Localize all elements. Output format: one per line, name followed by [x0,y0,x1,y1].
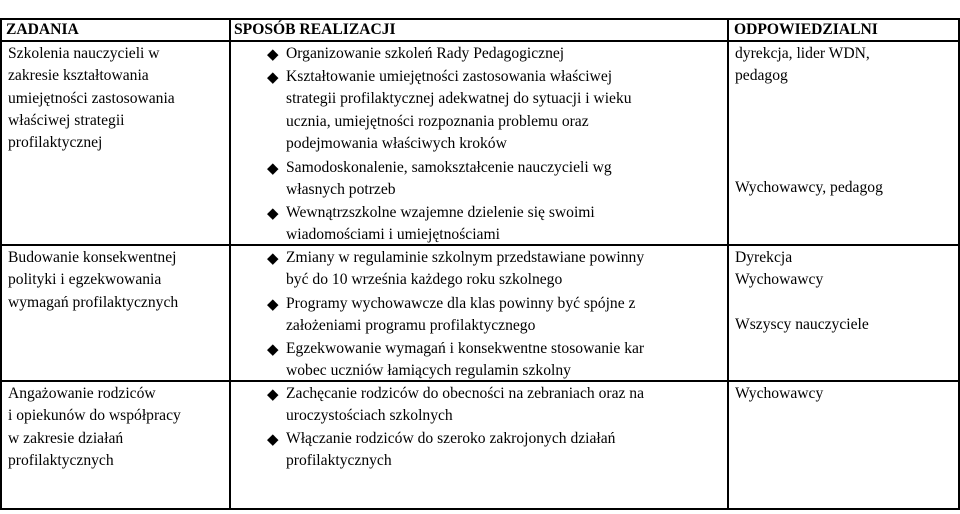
list-item-text: Wewnątrzszkolne wzajemne dzielenie się swoimi [286,204,595,221]
header-tasks: ZADANIA [6,21,79,38]
bullet-icon: ◆ [267,432,279,448]
task-cell [8,383,230,472]
task-line: wymagań profilaktycznych [8,293,179,311]
responsible-cell [735,247,955,292]
task-line: w zakresie działań [8,429,124,447]
list-item-text: wobec uczniów łamiących regulamin szkolny [286,362,571,380]
responsible-line: dyrekcja, lider WDN, [735,45,870,62]
responsible-line: Wychowawcy [735,385,824,402]
task-line: umiejętności zastosowania [8,89,175,107]
list-item-text: Włączanie rodziców do szeroko zakrojonych działań [286,430,616,447]
list-item [267,383,732,428]
list-item [267,293,732,338]
list-item-text: ucznia, umiejętności rozpoznania problemu oraz [286,112,589,130]
bullet-icon: ◆ [267,47,279,63]
list-item [267,428,732,473]
task-line: polityki i egzekwowania [8,271,162,289]
list-item [267,247,732,292]
list-item [267,338,732,383]
task-cell [8,247,230,314]
list-item [267,202,732,247]
list-item [267,66,732,155]
header-responsible: ODPOWIEDZIALNI [734,21,878,38]
bullet-icon: ◆ [267,206,279,222]
responsible-cell [735,383,955,405]
table-border-right [958,18,960,509]
task-line: właściwej strategii [8,111,125,129]
list-item-text: Kształtowanie umiejętności zastosowania właściwej [286,68,613,85]
list-item-text: Egzekwowanie wymagań i konsekwentne stosowanie kar [286,340,645,357]
task-line: zakresie kształtowania [8,67,149,85]
list-item-text: Organizowanie szkoleń Rady Pedagogicznej [286,45,565,62]
responsible-line: Wszyscy nauczyciele [735,316,869,333]
list-item-text: strategii profilaktycznej adekwatnej do sytuacji i wieku [286,90,632,108]
list-item-text: Zachęcanie rodziców do obecności na zebraniach oraz na [286,385,645,402]
bullet-icon: ◆ [267,161,279,177]
responsible-cell [735,177,955,199]
bullet-icon: ◆ [267,70,279,86]
list-item [267,157,732,202]
list-item-text: założeniami programu profilaktycznego [286,317,536,335]
bullet-icon: ◆ [267,342,279,358]
list-item-text: Samodoskonalenie, samokształcenie nauczycieli wg [286,159,612,176]
bullet-icon: ◆ [267,251,279,267]
header-method: SPOSÓB REALIZACJI [234,21,396,38]
list-item-text: Programy wychowawcze dla klas powinny być spójne z [286,295,636,312]
table-border-left [0,18,2,509]
bullet-icon: ◆ [267,387,279,403]
task-line: Angażowanie rodziców [8,385,156,402]
responsible-line: Dyrekcja [735,249,793,266]
list-item-text: podejmowania właściwych kroków [286,134,507,152]
list-item-text: własnych potrzeb [286,181,396,199]
list-item-text: uroczystościach szkolnych [286,407,453,425]
task-line: i opiekunów do współpracy [8,407,181,425]
list-item [267,43,732,65]
responsible-line: pedagog [735,67,788,85]
list-item-text: Zmiany w regulaminie szkolnym przedstawiane powinny [286,249,645,266]
table-border-bottom [0,508,960,510]
bullet-icon: ◆ [267,297,279,313]
responsible-cell [735,314,955,336]
task-cell [8,43,230,154]
header-divider [0,40,960,42]
list-item-text: wiadomościami i umiejętnościami [286,226,500,244]
task-line: profilaktycznej [8,134,103,152]
responsible-line: Wychowawcy [735,271,824,289]
responsible-line: Wychowawcy, pedagog [735,179,883,196]
task-line: Szkolenia nauczycieli w [8,45,160,62]
task-line: Budowanie konsekwentnej [8,249,177,266]
list-item-text: być do 10 września każdego roku szkolnego [286,271,563,289]
responsible-cell [735,43,955,88]
list-item-text: profilaktycznych [286,452,392,470]
task-line: profilaktycznych [8,451,114,469]
